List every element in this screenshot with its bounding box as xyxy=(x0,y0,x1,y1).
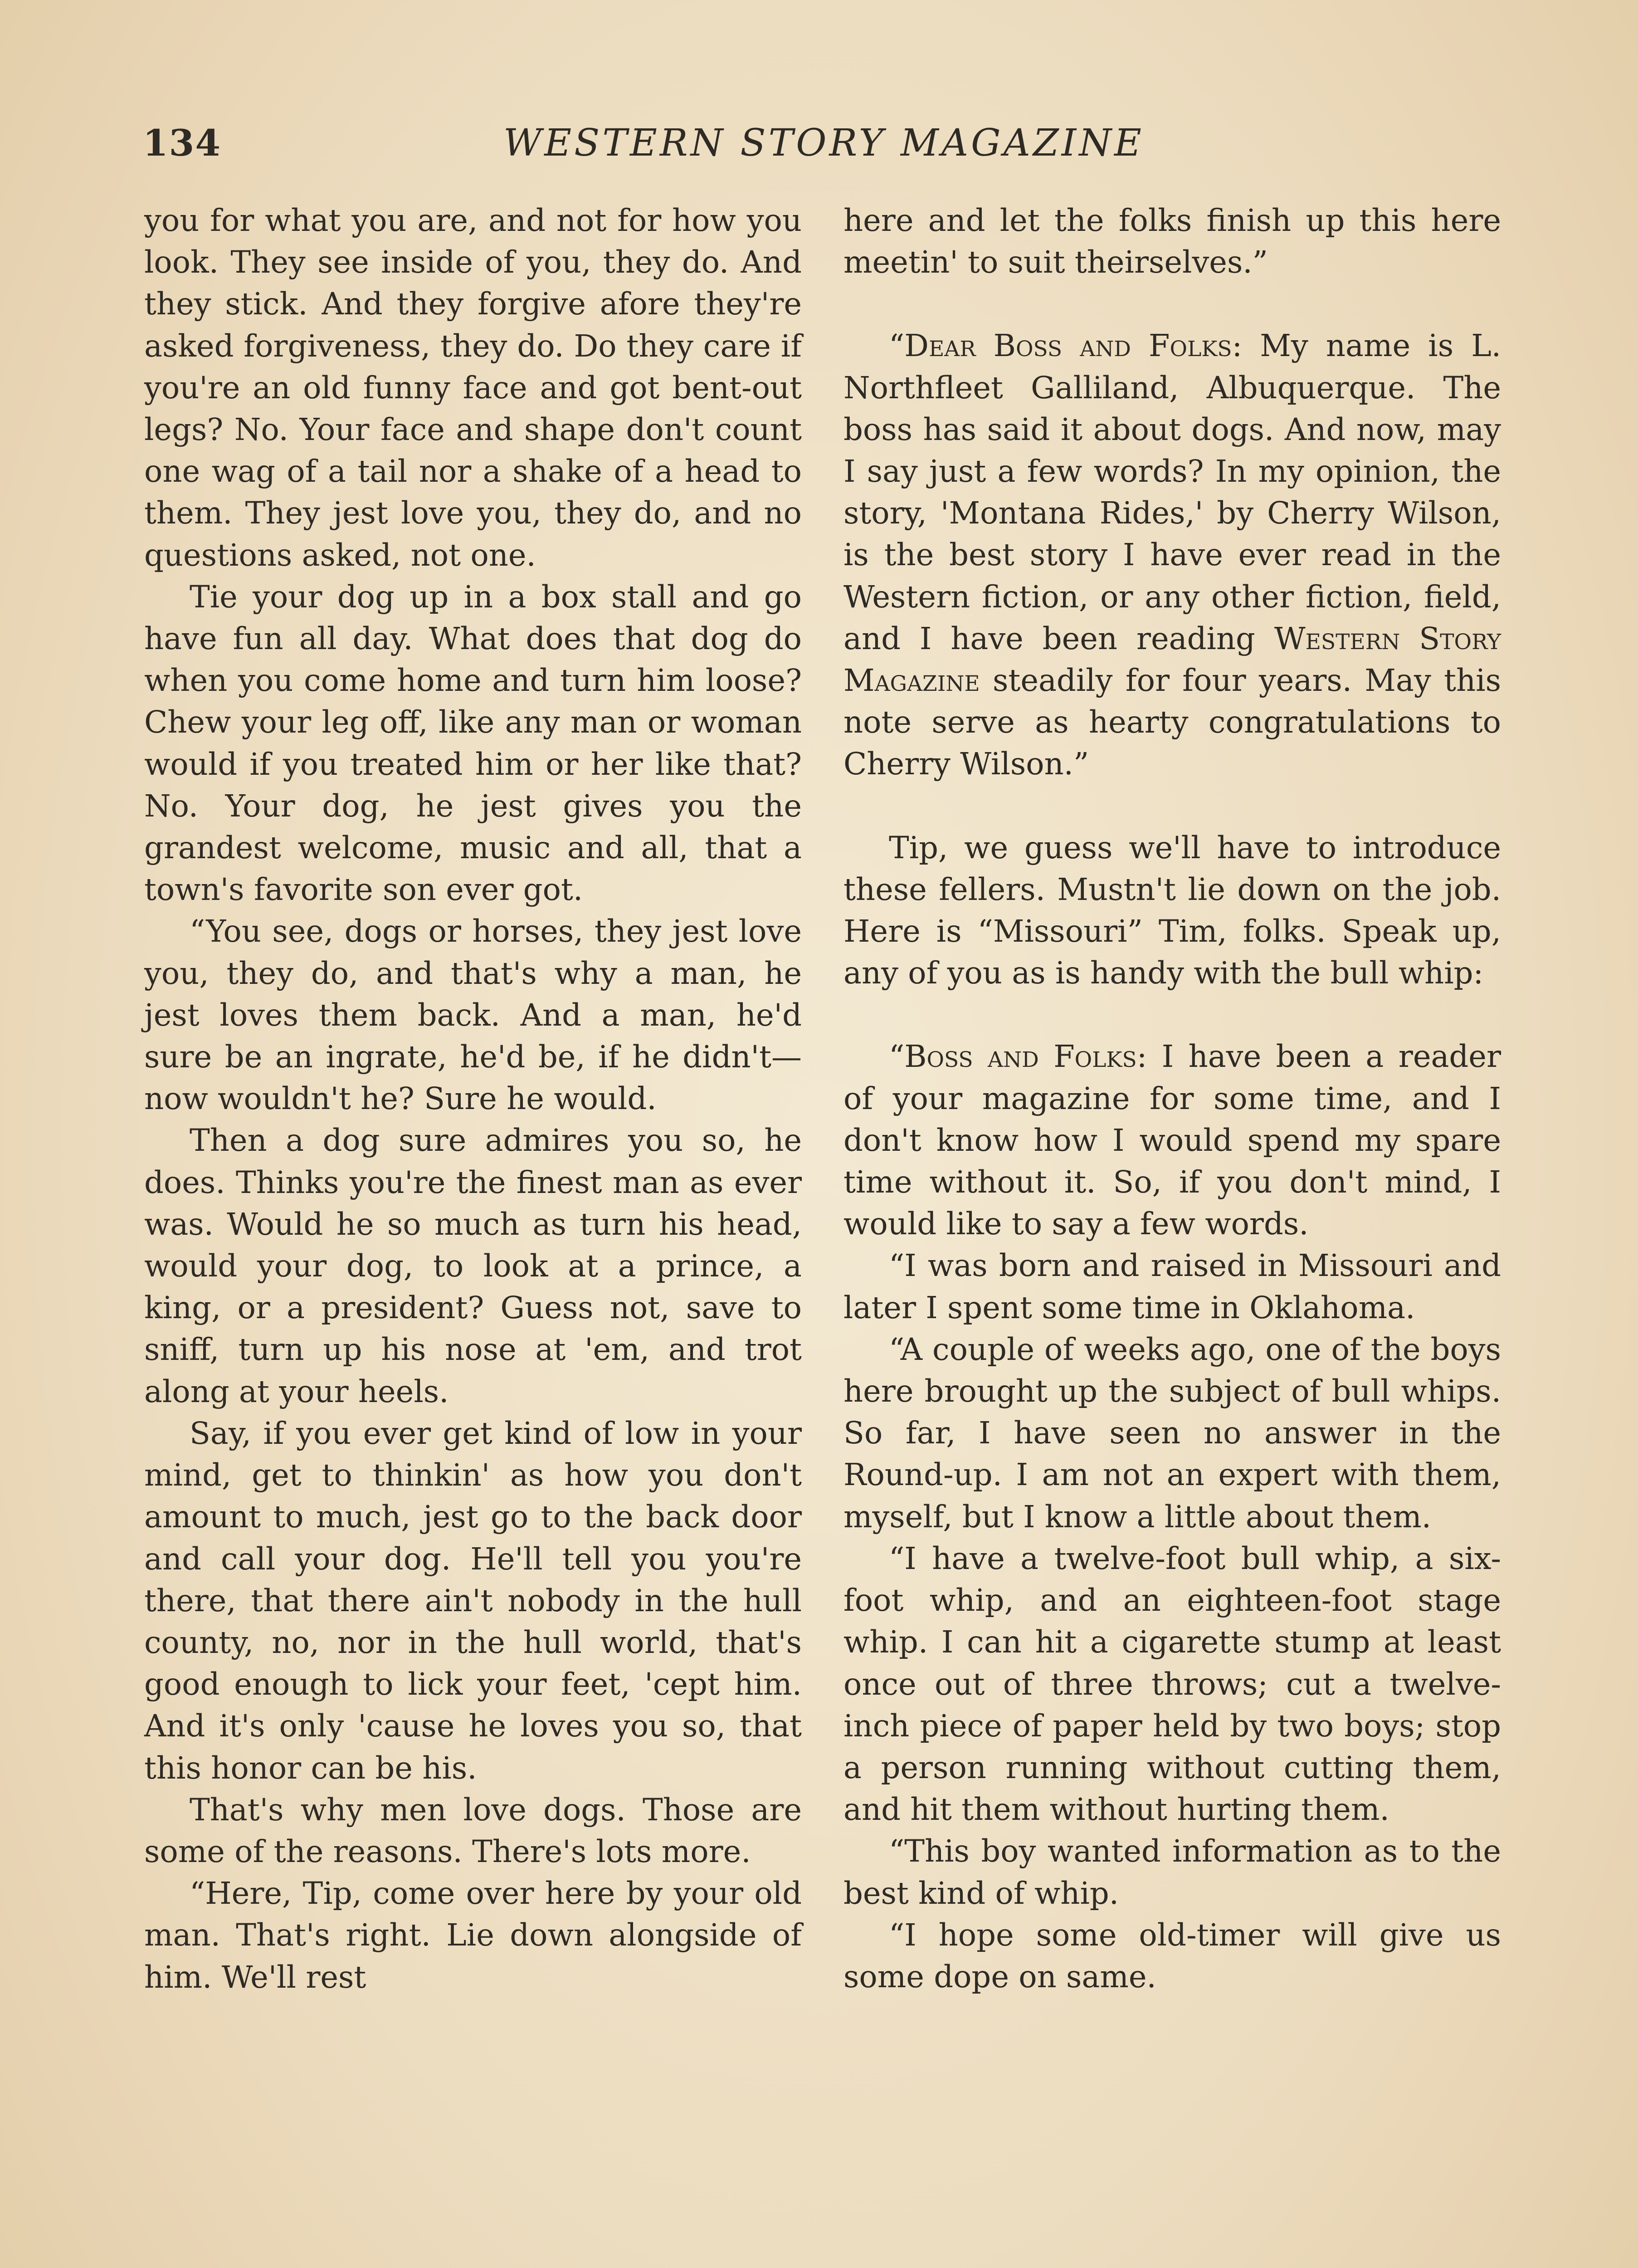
letter-text: My name is L. Northfleet Galliland, Albuquerque. The boss has said it about dogs. And now, may I say just a few words? In my opinion, the story, 'Montana Rides,' by Cherry Wilson, is the best story I have ever read in the Western fiction, or any other fiction, field, and I have been reading xyxy=(843,328,1502,656)
page-number: 134 xyxy=(143,122,221,164)
letter-paragraph xyxy=(843,1036,1501,1245)
magazine-title: WESTERN STORY MAGAZINE xyxy=(503,122,1144,165)
paragraph: Tie your dog up in a box stall and go have fun all day. What does that dog do when you come home and turn him loose? Chew your leg off, like any man or woman would if you treated him or her like that? No. Your dog, he jest gives you the grandest welcome, music and all, that a town's favorite son ever got. xyxy=(144,579,802,908)
paragraph: you for what you are, and not for how you look. They see inside of you, they do. And they stick. And they forgive afore they're asked forgiveness, they do. Do they care if you're an old funny face and got bent-out legs? No. Your face and shape don't count one wag of a tail nor a shake of a head to them. They jest love you, they do, and no questions asked, not one. xyxy=(144,203,802,573)
paragraph: Then a dog sure admires you so, he does. Thinks you're the finest man as ever was. Would he so much as turn his head, would your dog, to look at a prince, a king, or a president? Guess not, save to sniff, turn up his nose at 'em, and trot along at your heels. xyxy=(144,1123,802,1409)
letter-salutation: “Dear Boss and Folks: xyxy=(889,328,1243,364)
letter-text: I have been a reader of your magazine for some time, and I don't know how I would spend my spare time without it. So, if you don't mind, I would like to say a few words. xyxy=(843,1039,1501,1242)
paragraph: Say, if you ever get kind of low in your mind, get to thinkin' as how you don't amount to much, jest go to the back door and call your dog. He'll tell you you're there, that there ain't nobody in the hull county, no, nor in the hull world, that's good enough to lick your feet, 'cept him. And it's only 'cause he loves you so, that this honor can be his. xyxy=(144,1415,802,1786)
magazine-name: Western Story Magazine xyxy=(843,621,1501,699)
paragraph: “Here, Tip, come over here by your old man. That's right. Lie down alongside of him. We'll rest xyxy=(144,1876,802,1995)
paragraph: That's why men love dogs. Those are some of the reasons. There's lots more. xyxy=(144,1792,802,1869)
paragraph: “I was born and raised in Missouri and later I spent some time in Oklahoma. xyxy=(843,1248,1501,1325)
paragraph: Tip, we guess we'll have to introduce these fellers. Mustn't lie down on the job. Here is “Missouri” Tim, folks. Speak up, any of you as is handy with the bull whip: xyxy=(843,830,1501,991)
paragraph: here and let the folks finish up this here meetin' to suit theirselves.” xyxy=(843,203,1501,280)
left-column xyxy=(144,200,802,1998)
paragraph: “This boy wanted information as to the best kind of whip. xyxy=(843,1833,1501,1911)
paragraph: “I have a twelve-foot bull whip, a six-foot whip, and an eighteen-foot stage whip. I can hit a cigarette stump at least once out of three throws; cut a twelve-inch piece of paper held by two boys; stop a person running without cutting them, and hit them without hurting them. xyxy=(843,1540,1501,1828)
paragraph: “I hope some old-timer will give us some dope on same. xyxy=(843,1917,1501,1994)
paragraph: “A couple of weeks ago, one of the boys here brought up the subject of bull whips. So far, I have seen no answer in the Round-up. I am not an expert with them, myself, but I know a little about them. xyxy=(843,1331,1501,1535)
letter-salutation: “Boss and Folks: xyxy=(889,1039,1147,1075)
right-column xyxy=(843,200,1501,1998)
letter-paragraph xyxy=(843,325,1501,785)
letter-text: steadily for four years. May this note serve as hearty congratulations to Cherry Wilson.” xyxy=(843,663,1501,782)
page-header xyxy=(0,122,1638,171)
paragraph: “You see, dogs or horses, they jest love you, they do, and that's why a man, he jest loves them back. And a man, he'd sure be an ingrate, he'd be, if he didn't—now wouldn't he? Sure he would. xyxy=(144,914,802,1117)
